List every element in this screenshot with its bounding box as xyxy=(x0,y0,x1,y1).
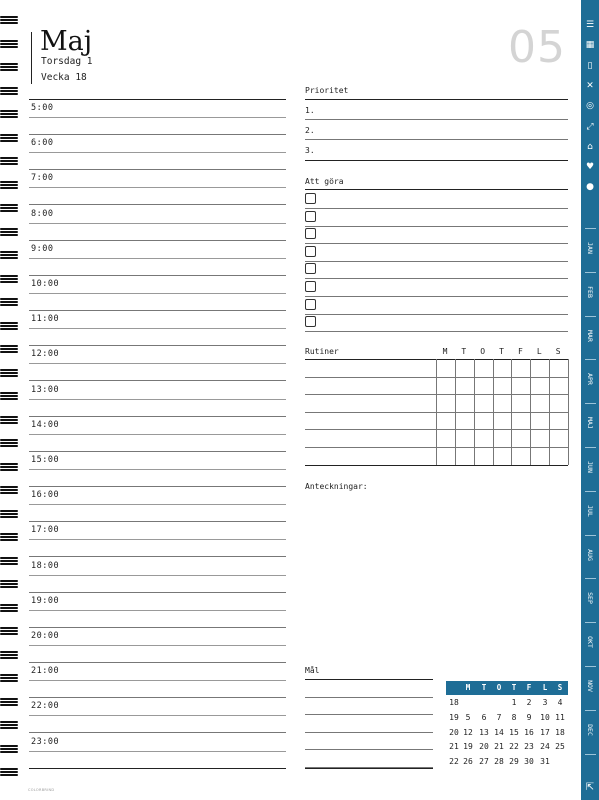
half-hour-line xyxy=(29,434,286,435)
spiral-ring xyxy=(0,134,18,143)
spiral-ring xyxy=(0,674,18,683)
spiral-ring xyxy=(0,721,18,730)
routine-day-header: T xyxy=(499,347,504,356)
document-icon[interactable]: ▯ xyxy=(587,60,593,71)
routine-day-header: T xyxy=(461,347,467,356)
bank-icon[interactable]: ⌂ xyxy=(587,141,593,152)
sidebar-month-sep[interactable] xyxy=(581,592,599,605)
sidebar-month-mar[interactable] xyxy=(581,329,599,342)
hour-line[interactable] xyxy=(29,732,286,733)
half-hour-line xyxy=(29,152,286,153)
time-label: 19:00 xyxy=(31,595,60,606)
sidebar-month-jan[interactable] xyxy=(581,244,599,252)
calendar-icon[interactable]: ▦ xyxy=(585,40,595,51)
notes-area[interactable] xyxy=(305,494,568,664)
calendar-date[interactable]: 8 xyxy=(511,712,517,722)
sidebar-month-maj[interactable] xyxy=(581,417,599,430)
time-label: 8:00 xyxy=(31,208,54,219)
spiral-ring xyxy=(0,181,18,190)
spiral-ring xyxy=(0,204,18,213)
priority-rule xyxy=(305,160,568,161)
goal-line[interactable] xyxy=(305,714,433,715)
time-label: 13:00 xyxy=(31,384,60,395)
hour-line[interactable] xyxy=(29,451,286,452)
calendar-date[interactable]: 21 xyxy=(494,742,504,752)
half-hour-line xyxy=(29,575,286,576)
apple-icon[interactable]: ● xyxy=(586,182,594,193)
sidebar-separator xyxy=(585,666,596,667)
priority-line xyxy=(305,119,568,120)
routine-day-header: F xyxy=(518,347,523,356)
calendar-date[interactable]: 17 xyxy=(540,727,550,737)
hour-line[interactable] xyxy=(29,592,286,593)
hour-line[interactable] xyxy=(29,662,286,663)
spiral-ring xyxy=(0,40,18,49)
sidebar-month-jun[interactable] xyxy=(581,463,599,471)
spiral-ring xyxy=(0,439,18,448)
half-hour-line xyxy=(29,469,286,470)
spiral-ring xyxy=(0,322,18,331)
sidebar-month-jul[interactable] xyxy=(581,504,599,517)
sidebar-month-label: AUG xyxy=(586,548,594,561)
sidebar-month-label: OKT xyxy=(586,636,594,649)
half-hour-line xyxy=(29,539,286,540)
tools-icon[interactable]: ✕ xyxy=(586,80,594,91)
calendar-day-header: S xyxy=(557,683,563,692)
time-label: 21:00 xyxy=(31,666,60,677)
spiral-ring xyxy=(0,486,18,495)
spiral-ring xyxy=(0,698,18,707)
spiral-ring xyxy=(0,298,18,307)
hour-line[interactable] xyxy=(29,416,286,417)
spiral-ring xyxy=(0,745,18,754)
todo-line xyxy=(305,208,568,209)
calendar-date[interactable]: 15 xyxy=(509,727,519,737)
spiral-ring xyxy=(0,87,18,96)
sidebar-separator xyxy=(585,578,596,579)
time-label: 10:00 xyxy=(31,279,60,289)
target-icon[interactable]: ◎ xyxy=(586,101,594,112)
priority-1[interactable]: 1. xyxy=(305,106,315,115)
routine-column-line xyxy=(568,359,569,465)
calendar-date[interactable]: 13 xyxy=(479,727,489,737)
header-divider xyxy=(31,32,32,84)
notes-heading: Anteckningar: xyxy=(305,482,368,491)
sidebar-month-label: JUL xyxy=(586,504,594,517)
time-label: 23:00 xyxy=(31,736,60,747)
todo-rule xyxy=(305,189,568,190)
sidebar-month-okt[interactable] xyxy=(581,636,599,649)
half-hour-line xyxy=(29,293,286,294)
goals-rule xyxy=(305,679,433,680)
calendar-date[interactable]: 30 xyxy=(524,757,534,767)
calendar-date[interactable]: 22 xyxy=(509,742,519,752)
half-hour-line xyxy=(29,504,286,505)
time-label: 6:00 xyxy=(31,138,54,149)
weekday-date: Torsdag 1 xyxy=(41,56,93,67)
sidebar-separator xyxy=(585,710,596,711)
calendar-date[interactable]: 14 xyxy=(494,727,504,737)
spiral-ring xyxy=(0,557,18,566)
spiral-ring xyxy=(0,510,18,519)
sidebar-separator xyxy=(585,228,596,229)
time-label: 5:00 xyxy=(31,103,54,113)
time-label: 16:00 xyxy=(31,490,60,501)
calendar-date[interactable]: 7 xyxy=(496,712,502,722)
half-hour-line xyxy=(29,680,286,681)
calendar-week-number: 22 xyxy=(449,757,459,767)
spiral-ring xyxy=(0,627,18,636)
calendar-date[interactable]: 27 xyxy=(479,757,489,767)
sidebar-month-aug[interactable] xyxy=(581,548,599,561)
hour-line[interactable] xyxy=(29,697,286,698)
spiral-ring xyxy=(0,392,18,401)
spiral-ring xyxy=(0,345,18,354)
calendar-week-number: 21 xyxy=(449,742,459,752)
half-hour-line xyxy=(29,328,286,329)
sidebar-month-label: JUN xyxy=(586,461,594,473)
todo-checkbox[interactable] xyxy=(305,316,316,327)
routine-column-line xyxy=(493,359,494,465)
calendar-date[interactable]: 26 xyxy=(463,757,473,767)
sidebar-month-label: NOV xyxy=(586,680,594,692)
time-label: 9:00 xyxy=(31,243,54,254)
calendar-date[interactable]: 3 xyxy=(542,698,548,707)
calendar-date[interactable]: 25 xyxy=(555,742,565,752)
sidebar-month-label: SEP xyxy=(586,592,594,605)
calendar-day-header: L xyxy=(542,683,548,692)
schedule-bottom-rule xyxy=(29,768,286,769)
calendar-week-number: 19 xyxy=(449,712,459,722)
routine-row-line[interactable] xyxy=(305,465,568,466)
sidebar-month-apr[interactable] xyxy=(581,373,599,386)
calendar-date[interactable]: 19 xyxy=(463,742,473,752)
priority-3[interactable]: 3. xyxy=(305,146,315,155)
half-hour-line xyxy=(29,610,286,611)
sidebar-month-label: JAN xyxy=(586,242,594,254)
routine-column-line xyxy=(549,359,550,465)
calendar-day-header: O xyxy=(496,683,502,692)
calendar-day-header: T xyxy=(511,683,517,692)
time-label: 12:00 xyxy=(31,349,60,360)
spiral-ring xyxy=(0,251,18,260)
time-label: 20:00 xyxy=(31,631,60,641)
heart-icon[interactable]: ♥ xyxy=(585,162,595,173)
calendar-date[interactable]: 6 xyxy=(481,712,487,722)
calendar-date[interactable]: 2 xyxy=(526,698,532,707)
priority-heading: Prioritet xyxy=(305,86,349,95)
spiral-ring xyxy=(0,369,18,378)
hour-line[interactable] xyxy=(29,521,286,522)
todo-line xyxy=(305,261,568,262)
sidebar-month-feb[interactable] xyxy=(581,285,599,298)
time-label: 22:00 xyxy=(31,701,60,712)
routine-column-line xyxy=(436,359,437,465)
spiral-ring xyxy=(0,228,18,237)
todo-checkbox[interactable] xyxy=(305,246,316,257)
todo-checkbox[interactable] xyxy=(305,228,316,239)
sidebar-separator xyxy=(585,447,596,448)
calendar-date[interactable]: 16 xyxy=(524,727,534,737)
todo-checkbox[interactable] xyxy=(305,193,316,204)
list-icon[interactable]: ☰ xyxy=(585,20,595,30)
calendar-date[interactable]: 1 xyxy=(511,698,517,707)
calendar-date[interactable]: 5 xyxy=(465,712,471,722)
hour-line[interactable] xyxy=(29,134,286,135)
priority-rule xyxy=(305,99,568,100)
routine-column-line xyxy=(511,359,512,465)
sidebar-month-nov[interactable] xyxy=(581,682,599,690)
half-hour-line xyxy=(29,715,286,716)
spiral-ring xyxy=(0,110,18,119)
half-hour-line xyxy=(29,363,286,364)
todo-line xyxy=(305,331,568,332)
half-hour-line xyxy=(29,751,286,752)
sidebar-separator xyxy=(585,535,596,536)
hour-line[interactable] xyxy=(29,275,286,276)
schedule-top-rule xyxy=(29,99,286,100)
calendar-date[interactable]: 20 xyxy=(479,742,489,752)
sidebar-month-dec[interactable] xyxy=(581,723,599,736)
calendar-date[interactable]: 12 xyxy=(463,727,473,737)
spiral-ring xyxy=(0,275,18,284)
hour-line[interactable] xyxy=(29,556,286,557)
goal-line[interactable] xyxy=(305,749,433,750)
todo-checkbox[interactable] xyxy=(305,281,316,292)
calendar-day-header: M xyxy=(465,683,471,692)
half-hour-line xyxy=(29,223,286,224)
sidebar-month-label: FEB xyxy=(586,285,594,298)
priority-line xyxy=(305,139,568,140)
routine-day-header: L xyxy=(536,347,542,356)
priority-2[interactable]: 2. xyxy=(305,126,315,135)
todo-line xyxy=(305,314,568,315)
todo-line xyxy=(305,278,568,279)
spiral-ring xyxy=(0,16,18,25)
half-hour-line xyxy=(29,645,286,646)
calendar-date[interactable]: 9 xyxy=(526,712,532,722)
half-hour-line xyxy=(29,187,286,188)
spiral-ring xyxy=(0,463,18,472)
calendar-day-header: F xyxy=(526,683,532,692)
goals-bottom-rule xyxy=(305,768,433,769)
time-label: 18:00 xyxy=(31,560,60,571)
month-number: 05 xyxy=(508,22,566,73)
sidebar-month-label: MAJ xyxy=(586,417,594,430)
calendar-week-number: 20 xyxy=(449,727,459,737)
time-label: 7:00 xyxy=(31,173,54,184)
hour-line[interactable] xyxy=(29,345,286,346)
goal-line[interactable] xyxy=(305,732,433,733)
calendar-date[interactable]: 18 xyxy=(555,727,565,737)
hour-line[interactable] xyxy=(29,486,286,487)
todo-checkbox[interactable] xyxy=(305,211,316,222)
calendar-date[interactable]: 10 xyxy=(540,712,550,722)
routines-heading: Rutiner xyxy=(305,347,339,356)
sidebar-month-label: MAR xyxy=(586,329,594,342)
time-label: 15:00 xyxy=(31,455,60,465)
spiral-ring xyxy=(0,416,18,425)
routine-column-line xyxy=(474,359,475,465)
sidebar-separator xyxy=(585,359,596,360)
week-number: Vecka 18 xyxy=(41,72,87,83)
calendar-week-number: 18 xyxy=(449,698,459,707)
time-label: 11:00 xyxy=(31,314,60,325)
time-label: 17:00 xyxy=(31,525,60,536)
calendar-date[interactable]: 29 xyxy=(509,757,519,767)
goals-heading: Mål xyxy=(305,666,320,675)
routine-day-header: M xyxy=(442,347,448,356)
sidebar-separator xyxy=(585,754,596,755)
calendar-date[interactable]: 24 xyxy=(540,742,550,752)
sidebar-separator xyxy=(585,316,596,317)
todo-line xyxy=(305,296,568,297)
calendar-date[interactable]: 11 xyxy=(555,712,565,722)
sidebar-month-label: DEC xyxy=(586,723,594,736)
spiral-ring xyxy=(0,533,18,542)
calendar-date[interactable]: 23 xyxy=(524,742,534,752)
half-hour-line xyxy=(29,399,286,400)
spiral-ring xyxy=(0,157,18,166)
calendar-day-header: T xyxy=(481,683,487,692)
todo-checkbox[interactable] xyxy=(305,263,316,274)
routine-column-line xyxy=(455,359,456,465)
half-hour-line xyxy=(29,117,286,118)
sidebar-separator xyxy=(585,272,596,273)
calendar-date[interactable]: 28 xyxy=(494,757,504,767)
routine-column-line xyxy=(530,359,531,465)
time-label: 14:00 xyxy=(31,419,60,430)
hour-line[interactable] xyxy=(29,169,286,170)
todo-heading: Att göra xyxy=(305,177,344,186)
routine-day-header: S xyxy=(555,347,561,356)
half-hour-line xyxy=(29,258,286,259)
hour-line[interactable] xyxy=(29,380,286,381)
sidebar-separator xyxy=(585,403,596,404)
routine-day-header: O xyxy=(480,347,486,356)
spiral-ring xyxy=(0,604,18,613)
month-title: Maj xyxy=(40,26,93,57)
spiral-ring xyxy=(0,768,18,777)
calendar-date[interactable]: 4 xyxy=(557,698,563,707)
export-icon[interactable]: ⇱ xyxy=(585,782,595,793)
hour-line[interactable] xyxy=(29,204,286,205)
goal-line[interactable] xyxy=(305,697,433,698)
sidebar-separator xyxy=(585,622,596,623)
expand-icon[interactable]: ⤢ xyxy=(586,121,594,132)
spiral-ring xyxy=(0,651,18,660)
spiral-ring xyxy=(0,580,18,589)
footer-brand: COLORBRIND xyxy=(28,788,55,792)
todo-line xyxy=(305,243,568,244)
todo-checkbox[interactable] xyxy=(305,299,316,310)
sidebar-separator xyxy=(585,491,596,492)
hour-line[interactable] xyxy=(29,240,286,241)
hour-line[interactable] xyxy=(29,627,286,628)
todo-line xyxy=(305,226,568,227)
calendar-date[interactable]: 31 xyxy=(540,757,550,767)
spiral-ring xyxy=(0,63,18,72)
sidebar-month-label: APR xyxy=(586,373,594,386)
hour-line[interactable] xyxy=(29,310,286,311)
